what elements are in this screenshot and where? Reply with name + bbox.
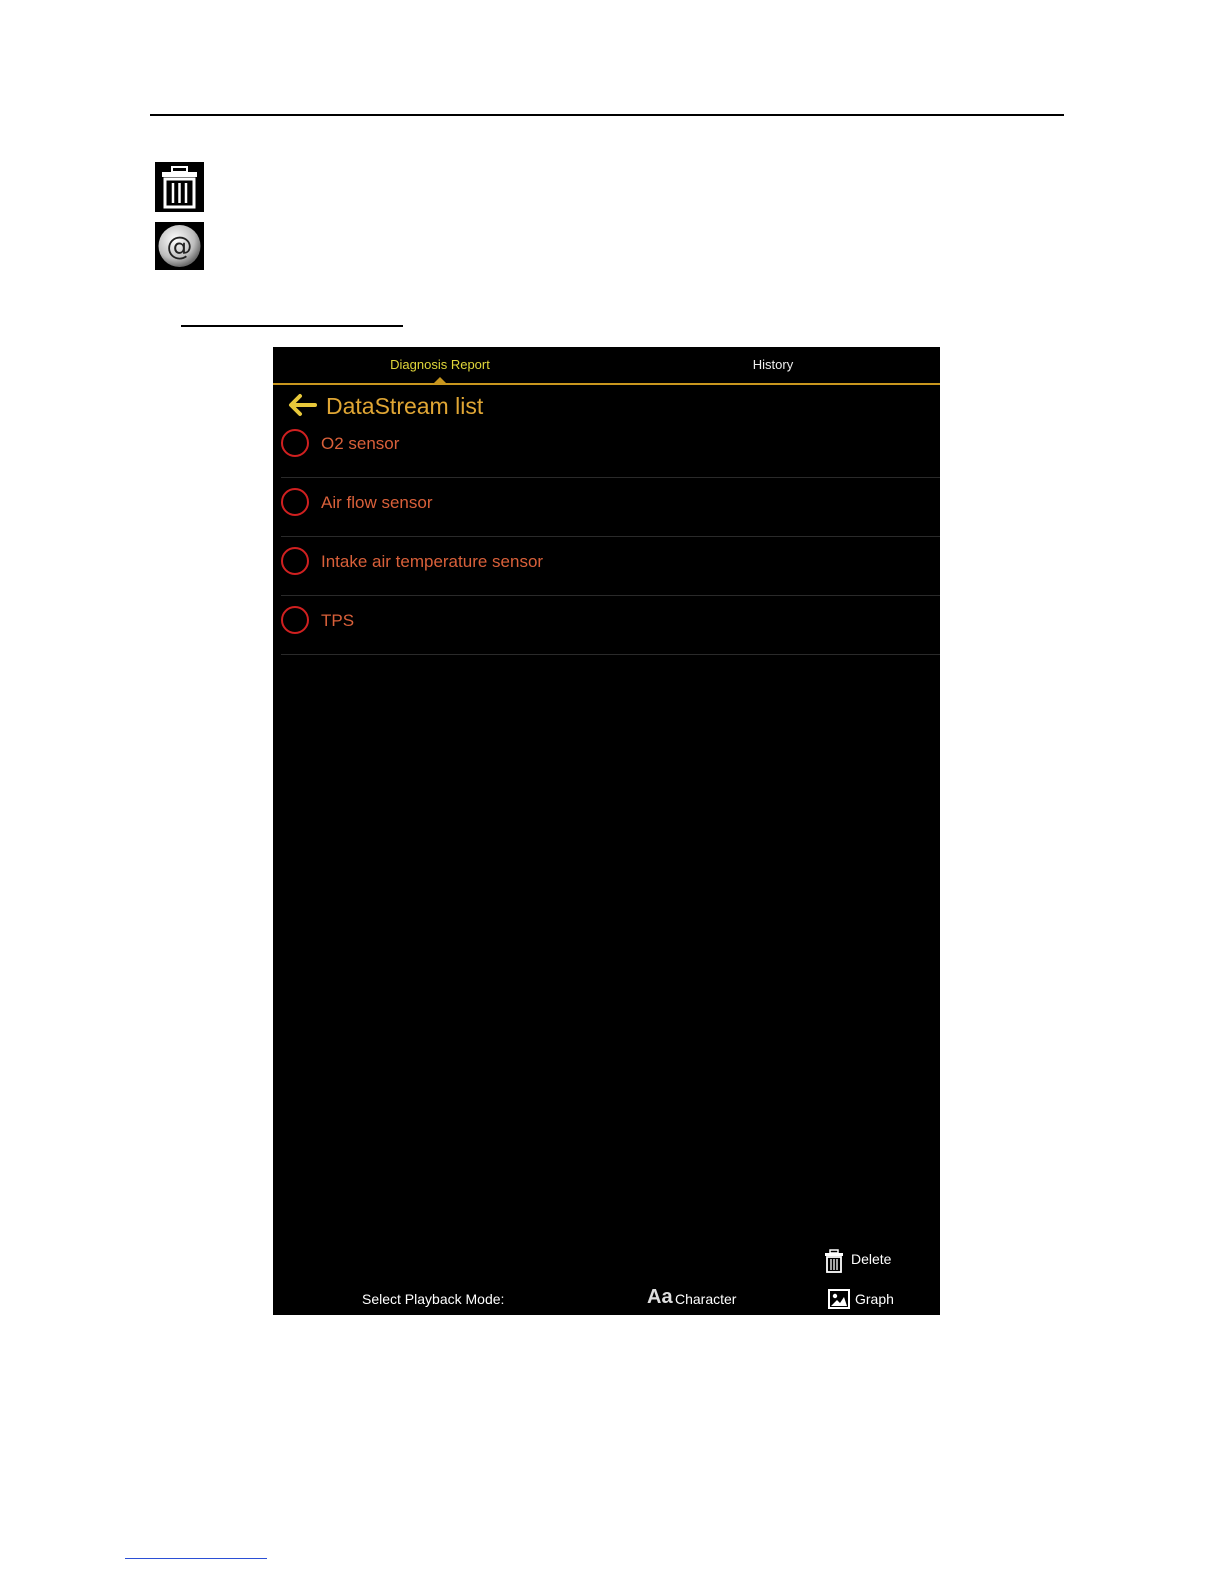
delete-trash-icon [823, 1249, 845, 1273]
graph-label: Graph [855, 1291, 894, 1307]
tab-history[interactable]: History [752, 357, 794, 372]
radio-button[interactable] [281, 547, 309, 575]
graph-image-icon [828, 1289, 850, 1309]
list-item-label: TPS [321, 611, 355, 630]
email-at-icon [155, 222, 204, 270]
back-arrow-icon[interactable] [287, 393, 317, 417]
character-label: Character [675, 1291, 737, 1307]
list-item-label: O2 sensor [321, 434, 400, 453]
list-item[interactable] [281, 596, 940, 655]
svg-text:@: @ [166, 232, 193, 262]
bottom-bar [273, 1285, 940, 1315]
list-item[interactable] [281, 419, 940, 478]
datastream-list [281, 419, 940, 655]
page-title: DataStream list [326, 393, 484, 419]
radio-button[interactable] [281, 606, 309, 634]
list-item-label: Intake air temperature sensor [321, 552, 544, 571]
delete-label: Delete [851, 1251, 892, 1267]
tab-diagnosis-report[interactable]: Diagnosis Report [390, 357, 490, 372]
active-tab-indicator [434, 377, 446, 383]
section-heading-rule [181, 325, 403, 327]
page-top-rule [150, 114, 1064, 116]
list-item[interactable] [281, 478, 940, 537]
footer-link-rule [125, 1558, 267, 1559]
list-item[interactable] [281, 537, 940, 596]
playback-mode-label: Select Playback Mode: [362, 1291, 505, 1307]
list-item-label: Air flow sensor [321, 493, 433, 512]
radio-button[interactable] [281, 488, 309, 516]
radio-button[interactable] [281, 429, 309, 457]
trash-icon [155, 162, 204, 212]
app-screenshot [273, 347, 940, 1315]
tab-bar [273, 347, 940, 385]
character-icon: Aa [647, 1286, 673, 1308]
